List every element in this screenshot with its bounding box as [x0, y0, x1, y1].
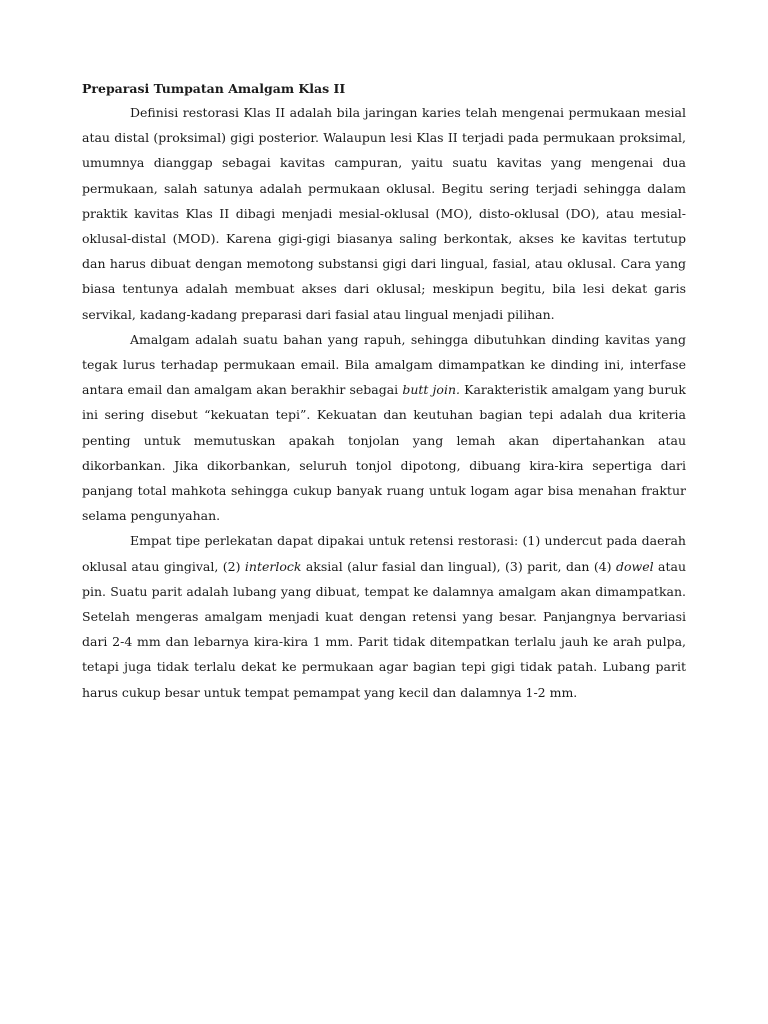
paragraph-text: Empat tipe perlekatan dapat dipakai untuk retensi restorasi: (1) undercut pada daerah oklusal atau gingival, (2) [82, 533, 686, 574]
paragraph-text: aksial (alur fasial dan lingual), (3) parit, dan (4) [301, 558, 616, 574]
italic-term-butt-join: butt join. [402, 382, 460, 398]
document-title: Preparasi Tumpatan Amalgam Klas II [82, 81, 346, 96]
paragraph-definition [82, 100, 686, 327]
document-body [82, 78, 686, 705]
paragraph-retention-types [82, 528, 686, 704]
paragraph-text: Amalgam adalah suatu bahan yang rapuh, sehingga dibutuhkan dinding kavitas yang tegak lurus terhadap permukaan email. Bila amalgam dimampatkan ke dinding ini, interfase antara email dan amalgam akan berakhir sebagai [82, 331, 686, 398]
paragraph-text: atau pin. Suatu parit adalah lubang yang dibuat, tempat ke dalamnya amalgam akan dimampatkan. Setelah mengeras amalgam menjadi kuat dengan retensi yang besar. Panjangnya bervariasi dari 2-4 mm dan lebarnya kira-kira 1 mm. Parit tidak ditempatkan terlalu jauh ke arah pulpa, tetapi juga tidak terlalu dekat ke permukaan agar bagian tepi gigi tidak patah. Lubang parit harus cukup besar untuk tempat pemampat yang kecil dan dalamnya 1-2 mm. [82, 558, 686, 700]
paragraph-text: Karakteristik amalgam yang buruk ini sering disebut “kekuatan tepi”. Kekuatan dan keutuhan bagian tepi adalah dua kriteria penting untuk memutuskan apakah tonjolan yang lemah akan dipertahankan atau dikorbankan. Jika dikorbankan, seluruh tonjol dipotong, dibuang kira-kira sepertiga dari panjang total mahkota sehingga cukup banyak ruang untuk logam agar bisa menahan fraktur selama pengunyahan. [82, 382, 687, 524]
paragraph-text: Definisi restorasi Klas II adalah bila jaringan karies telah mengenai permukaan mesial atau distal (proksimal) gigi posterior. Walaupun lesi Klas II terjadi pada permukaan proksimal, umumnya dianggap sebagai kavitas campuran, yaitu suatu kavitas yang mengenai dua permukaan, salah satunya adalah permukaan oklusal. Begitu sering terjadi sehingga dalam praktik kavitas Klas II dibagi menjadi mesial-oklusal (MO), disto-oklusal (DO), atau mesial-oklusal-distal (MOD). Karena gigi-gigi biasanya saling berkontak, akses ke kavitas tertutup dan harus dibuat dengan memotong substansi gigi dari lingual, fasial, atau oklusal. Cara yang biasa tentunya adalah membuat akses dari oklusal; meskipun begitu, bila lesi dekat garis servikal, kadang-kadang preparasi dari fasial atau lingual menjadi pilihan. [82, 105, 686, 322]
paragraph-amalgam-properties [82, 327, 686, 529]
italic-term-interlock: interlock [244, 558, 302, 574]
italic-term-dowel: dowel [615, 558, 654, 574]
